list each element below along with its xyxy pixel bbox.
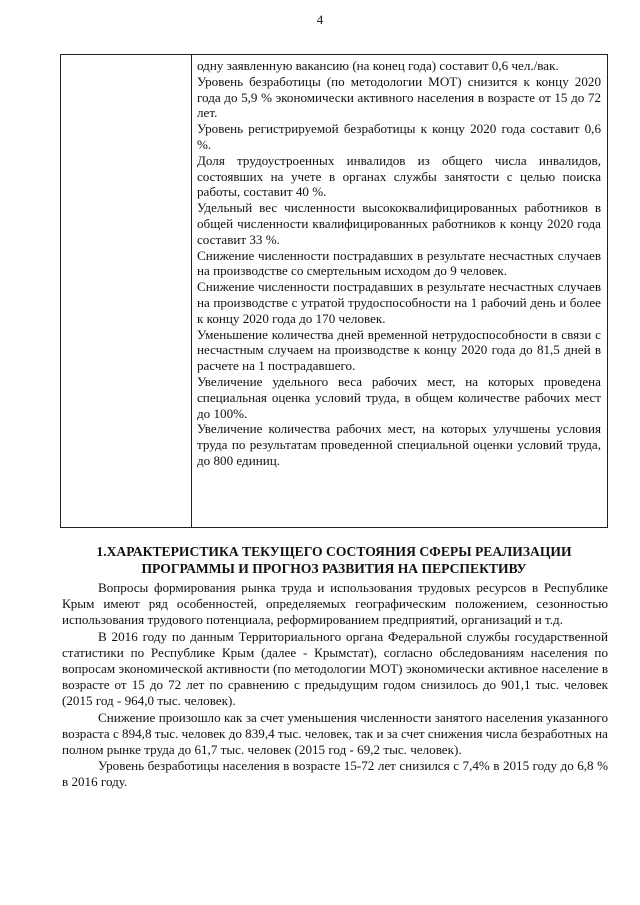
table-cell-paragraph: Доля трудоустроенных инвалидов из общего числа инвалидов, состоявших на учете в органах службы занятости с целью поиска работы, составит 40 %. — [197, 152, 601, 200]
table-cell-paragraph: Увеличение удельного веса рабочих мест, на которых проведена специальная оценка условий труда, в общем количестве рабочих мест до 100%. — [197, 373, 601, 421]
table-cell-paragraph: Уровень регистрируемой безработицы к концу 2020 года составит 0,6 %. — [197, 121, 601, 152]
body-paragraph: Уровень безработицы населения в возрасте 15-72 лет снизился с 7,4% в 2015 году до 6,8 % в 2016 году. — [62, 758, 608, 790]
body-paragraph: В 2016 году по данным Территориального органа Федеральной службы государственной статистики по Республике Крым (далее - Крымстат), согласно обследованиям населения по вопросам экономической активности (по методологии МОТ) экономически активное население в возрасте от 15 до 72 лет по сравнению с предыдущим годом снизилось до 901,1 тыс. человек (2015 год - 964,0 тыс. человек). — [62, 628, 608, 709]
table-cell-paragraph: одну заявленную вакансию (на конец года) составит 0,6 чел./вак. — [197, 58, 559, 73]
table-column-divider — [191, 55, 192, 527]
indicators-table — [60, 54, 608, 528]
table-cell-paragraph: Снижение численности пострадавших в результате несчастных случаев на производстве со смертельным исходом до 9 человек. — [197, 247, 601, 279]
body-paragraph: Снижение произошло как за счет уменьшения численности занятого населения указанного возраста с 894,8 тыс. человек до 839,4 тыс. человек, так и за счет снижения числа безработных на полном рынке труда до 61,7 тыс. человек (2015 год - 69,2 тыс. человек). — [62, 709, 608, 758]
table-cell-paragraph: Уровень безработицы (по методологии МОТ) снизится к концу 2020 года до 5,9 % экономически активного населения в возрасте от 15 до 72 лет. — [197, 73, 601, 121]
table-cell-paragraph: Увеличение количества рабочих мест, на которых улучшены условия труда по результатам проведенной специальной оценки условий труда, до 800 единиц. — [197, 421, 601, 468]
section-heading: 1.ХАРАКТЕРИСТИКА ТЕКУЩЕГО СОСТОЯНИЯ СФЕРЫ РЕАЛИЗАЦИИ ПРОГРАММЫ И ПРОГНОЗ РАЗВИТИЯ НА ПЕРСПЕКТИВУ — [96, 544, 572, 576]
section-body — [62, 580, 608, 791]
page-number: 4 — [316, 12, 324, 27]
body-paragraph: Вопросы формирования рынка труда и использования трудовых ресурсов в Республике Крым имеют ряд особенностей, определяемых географическим положением, сезонностью использования трудового потенциала, реформированием предприятий, организаций и т.д. — [62, 580, 608, 628]
table-right-cell — [197, 58, 601, 469]
table-cell-paragraph: Уменьшение количества дней временной нетрудоспособности в связи с несчастным случаем на производстве к концу 2020 года до 81,5 дней в расчете на 1 пострадавшего. — [197, 326, 601, 374]
table-cell-paragraph: Снижение численности пострадавших в результате несчастных случаев на производстве с утратой трудоспособности на 1 рабочий день и более к концу 2020 года до 170 человек. — [197, 279, 601, 326]
table-cell-paragraph: Удельный вес численности высококвалифицированных работников в общей численности квалифицированных работников к концу 2020 года составит 33 %. — [197, 200, 601, 247]
